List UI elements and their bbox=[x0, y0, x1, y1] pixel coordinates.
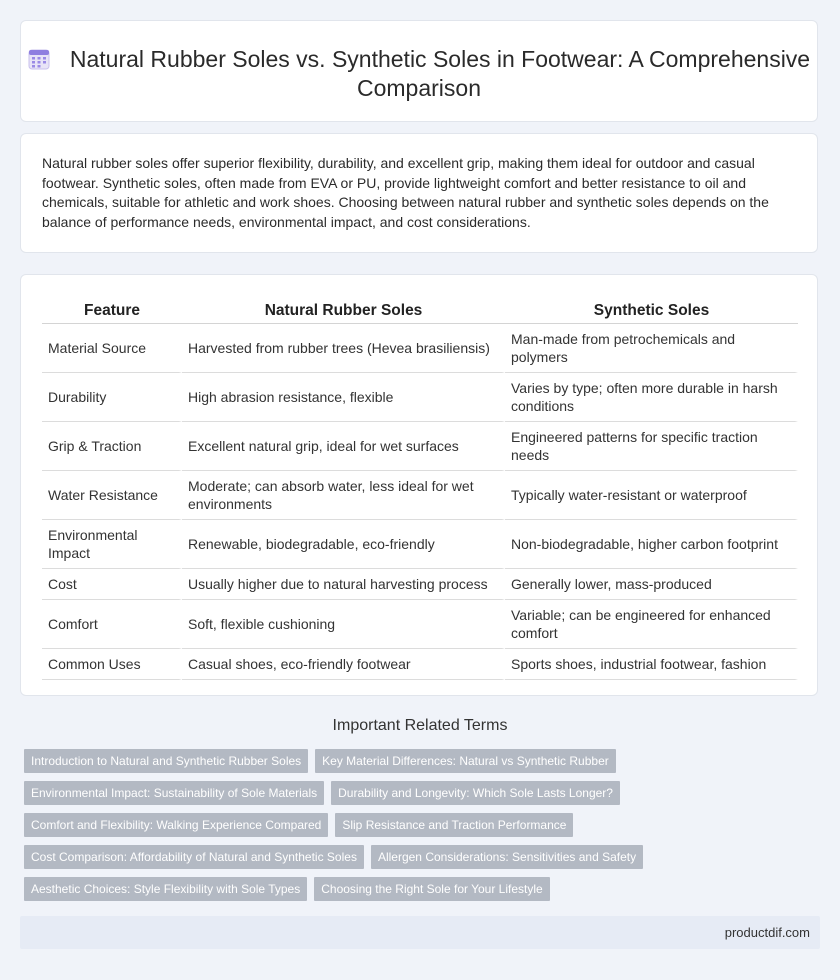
natural-cell: Usually higher due to natural harvesting process bbox=[182, 569, 505, 600]
feature-cell: Cost bbox=[42, 569, 182, 600]
natural-cell: High abrasion resistance, flexible bbox=[182, 373, 505, 422]
feature-cell: Environmental Impact bbox=[42, 520, 182, 569]
synthetic-cell: Variable; can be engineered for enhanced comfort bbox=[505, 600, 798, 649]
synthetic-cell: Varies by type; often more durable in harsh conditions bbox=[505, 373, 798, 422]
table-header-row bbox=[42, 295, 798, 324]
title-card bbox=[20, 20, 818, 122]
related-term-tag[interactable]: Slip Resistance and Traction Performance bbox=[335, 813, 573, 837]
table-row bbox=[42, 471, 798, 520]
related-term-tag[interactable]: Key Material Differences: Natural vs Synthetic Rubber bbox=[315, 749, 616, 773]
comparison-table bbox=[42, 295, 798, 680]
natural-cell: Renewable, biodegradable, eco-friendly bbox=[182, 520, 505, 569]
header-feature: Feature bbox=[42, 295, 182, 324]
table-row bbox=[42, 422, 798, 471]
related-term-tag[interactable]: Cost Comparison: Affordability of Natural and Synthetic Soles bbox=[24, 845, 364, 869]
table-row bbox=[42, 600, 798, 649]
synthetic-cell: Sports shoes, industrial footwear, fashion bbox=[505, 649, 798, 680]
page-title bbox=[21, 45, 817, 103]
natural-cell: Moderate; can absorb water, less ideal for wet environments bbox=[182, 471, 505, 520]
calendar-icon bbox=[28, 48, 50, 70]
related-term-tag[interactable]: Introduction to Natural and Synthetic Rubber Soles bbox=[24, 749, 308, 773]
related-term-tag[interactable]: Choosing the Right Sole for Your Lifestyle bbox=[314, 877, 549, 901]
synthetic-cell: Man-made from petrochemicals and polymers bbox=[505, 324, 798, 373]
table-row bbox=[42, 649, 798, 680]
intro-card bbox=[20, 133, 818, 253]
feature-cell: Durability bbox=[42, 373, 182, 422]
related-term-tag[interactable]: Allergen Considerations: Sensitivities and Safety bbox=[371, 845, 643, 869]
comparison-card bbox=[20, 274, 818, 696]
natural-cell: Casual shoes, eco-friendly footwear bbox=[182, 649, 505, 680]
synthetic-cell: Typically water-resistant or waterproof bbox=[505, 471, 798, 520]
table-row bbox=[42, 324, 798, 373]
header-synthetic: Synthetic Soles bbox=[505, 295, 798, 324]
synthetic-cell: Engineered patterns for specific traction needs bbox=[505, 422, 798, 471]
natural-cell: Excellent natural grip, ideal for wet surfaces bbox=[182, 422, 505, 471]
feature-cell: Common Uses bbox=[42, 649, 182, 680]
related-terms-heading: Important Related Terms bbox=[332, 717, 508, 734]
table-row bbox=[42, 373, 798, 422]
feature-cell: Comfort bbox=[42, 600, 182, 649]
header-natural: Natural Rubber Soles bbox=[182, 295, 505, 324]
intro-paragraph: Natural rubber soles offer superior flexibility, durability, and excellent grip, making them ideal for outdoor and casual footwear. Synthetic soles, often made from EVA or PU, provide lightweight comfort and better resistance to oil and chemicals, suitable for athletic and work shoes. Choosing between natural rubber and synthetic soles depends on the balance of performance needs, environmental impact, and cost considerations. bbox=[42, 155, 769, 230]
natural-cell: Harvested from rubber trees (Hevea brasiliensis) bbox=[182, 324, 505, 373]
synthetic-cell: Generally lower, mass-produced bbox=[505, 569, 798, 600]
footer-site-link[interactable]: productdif.com bbox=[724, 925, 810, 940]
feature-cell: Water Resistance bbox=[42, 471, 182, 520]
related-term-tag[interactable]: Environmental Impact: Sustainability of Sole Materials bbox=[24, 781, 324, 805]
synthetic-cell: Non-biodegradable, higher carbon footprint bbox=[505, 520, 798, 569]
feature-cell: Material Source bbox=[42, 324, 182, 373]
table-row bbox=[42, 569, 798, 600]
natural-cell: Soft, flexible cushioning bbox=[182, 600, 505, 649]
related-terms-list bbox=[24, 749, 664, 909]
related-term-tag[interactable]: Aesthetic Choices: Style Flexibility with Sole Types bbox=[24, 877, 307, 901]
related-term-tag[interactable]: Comfort and Flexibility: Walking Experience Compared bbox=[24, 813, 328, 837]
table-row bbox=[42, 520, 798, 569]
related-term-tag[interactable]: Durability and Longevity: Which Sole Lasts Longer? bbox=[331, 781, 620, 805]
title-text: Natural Rubber Soles vs. Synthetic Soles in Footwear: A Comprehensive Comparison bbox=[69, 46, 811, 101]
footer bbox=[20, 916, 820, 949]
feature-cell: Grip & Traction bbox=[42, 422, 182, 471]
